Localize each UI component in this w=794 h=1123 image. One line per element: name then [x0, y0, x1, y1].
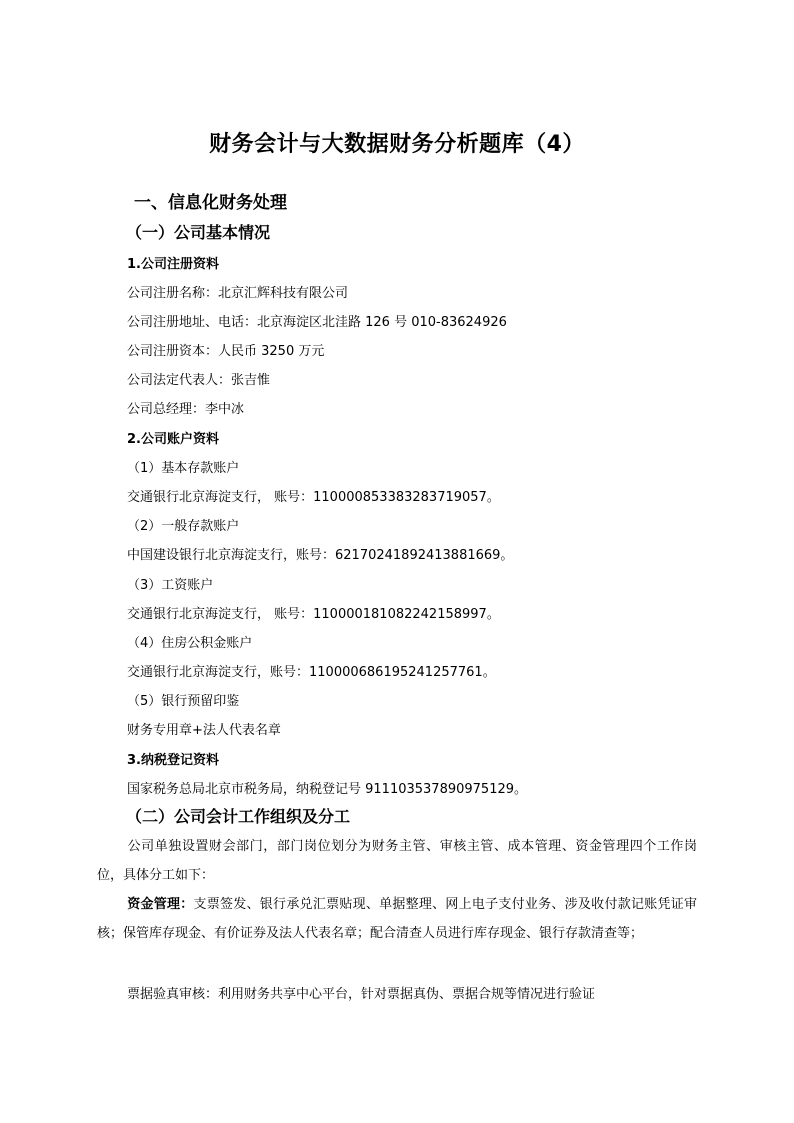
- account-detail: 交通银行北京海淀支行， 账号：110000181082242158997。: [127, 607, 500, 622]
- general-manager-line: 公司总经理：李中冰: [127, 402, 245, 417]
- fund-management-lead: 资金管理：: [127, 897, 194, 912]
- registered-capital-line: 公司注册资本：人民币 3250 万元: [127, 344, 325, 359]
- account-detail: 交通银行北京海淀支行， 账号：110000853383283719057。: [127, 490, 500, 505]
- account-detail: 中国建设银行北京海淀支行，账号：62170241892413881669。: [127, 548, 514, 563]
- account-label: （3）工资账户: [127, 578, 214, 593]
- accounts-heading: 2.公司账户资料: [127, 432, 219, 447]
- invoice-verification-paragraph: [97, 980, 697, 1009]
- subsection-heading-1: （一）公司基本情况: [126, 223, 271, 242]
- invoice-verification-text: 票据验真审核：利用财务共享中心平台，针对票据真伪、票据合规等情况进行验证: [127, 987, 596, 1002]
- account-label: （4）住房公积金账户: [127, 636, 253, 651]
- tax-heading: 3.纳税登记资料: [127, 753, 219, 768]
- section-heading-1: 一、信息化财务处理: [134, 193, 287, 213]
- organization-text: 公司单独设置财会部门，部门岗位划分为财务主管、审核主管、成本管理、资金管理四个工作岗位，具体分工如下：: [97, 839, 697, 883]
- account-label: （5）银行预留印鉴: [127, 694, 240, 709]
- company-name-line: 公司注册名称：北京汇辉科技有限公司: [127, 286, 349, 301]
- company-address-line: 公司注册地址、电话：北京海淀区北洼路 126 号 010-83624926: [127, 315, 507, 330]
- account-detail: 财务专用章+法人代表名章: [127, 723, 281, 738]
- subsection-heading-2: （二）公司会计工作组织及分工: [126, 807, 351, 826]
- fund-management-paragraph: [97, 890, 697, 948]
- account-label: （1）基本存款账户: [127, 461, 240, 476]
- legal-representative-line: 公司法定代表人：张吉惟: [127, 373, 271, 388]
- account-label: （2）一般存款账户: [127, 519, 240, 534]
- fund-management-text: 支票签发、银行承兑汇票贴现、单据整理、网上电子支付业务、涉及收付款记账凭证审核；保管库存现金、有价证券及法人代表名章；配合清查人员进行库存现金、银行存款清查等；: [97, 897, 697, 941]
- tax-detail-line: 国家税务总局北京市税务局，纳税登记号 911103537890975129。: [127, 782, 528, 797]
- organization-paragraph: [97, 832, 697, 890]
- account-detail: 交通银行北京海淀支行，账号：110000686195241257761。: [127, 665, 496, 680]
- document-title: 财务会计与大数据财务分析题库（4）: [209, 132, 585, 157]
- registration-heading: 1.公司注册资料: [127, 257, 219, 272]
